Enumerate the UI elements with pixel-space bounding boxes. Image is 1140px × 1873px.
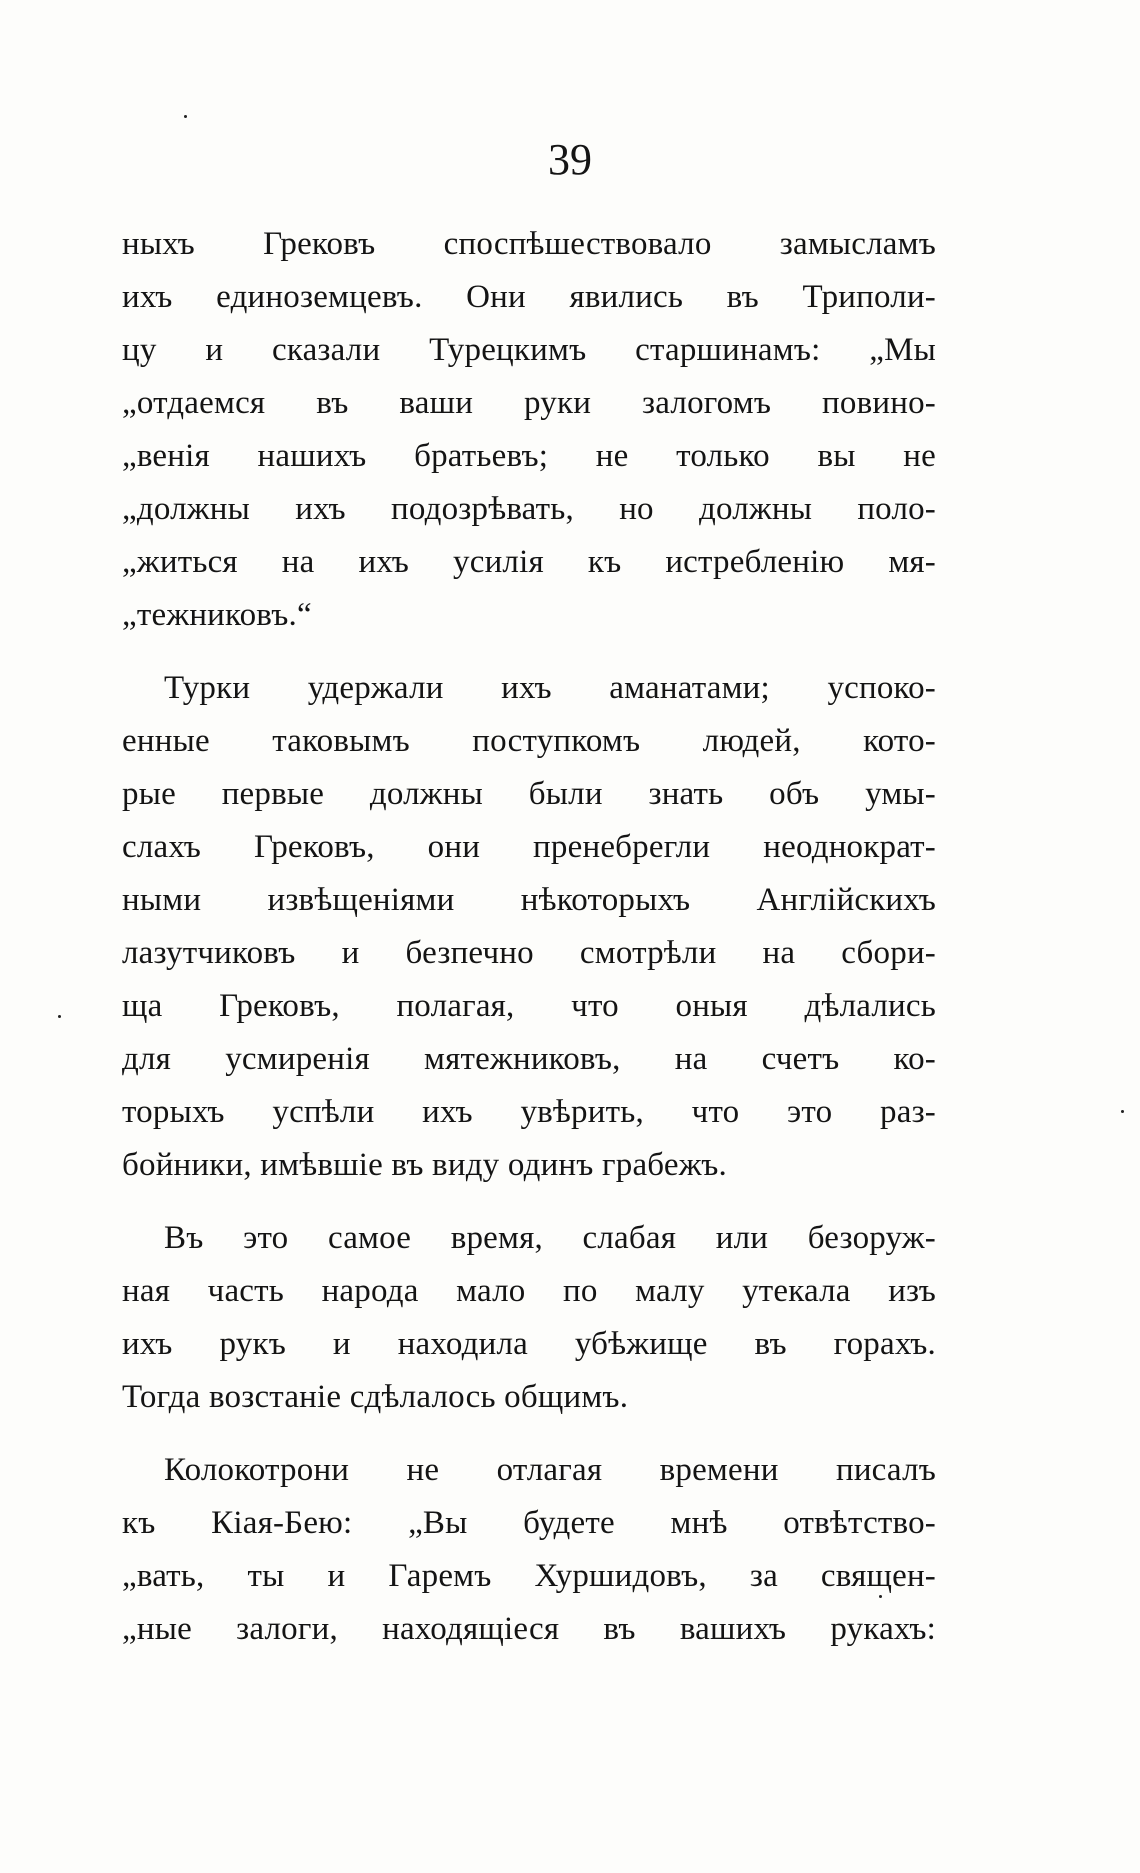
text-line: рые первые должны были знать объ умы- [122, 776, 936, 812]
paragraph-4 [122, 1444, 936, 1656]
print-speck [58, 1015, 61, 1018]
text-line: „венія нашихъ братьевъ; не только вы не [122, 438, 936, 474]
text-line: лазутчиковъ и безпечно смотрѣли на сбори- [122, 935, 936, 971]
text-line: ныхъ Грековъ споспѣшествовало замысламъ [122, 226, 936, 262]
text-line: цу и сказали Турецкимъ старшинамъ: „Мы [122, 332, 936, 368]
text-line: „должны ихъ подозрѣвать, но должны поло- [122, 491, 936, 527]
text-line: Турки удержали ихъ аманатами; успоко- [164, 670, 936, 706]
text-line: „ные залоги, находящіеся въ вашихъ рукахъ: [122, 1611, 936, 1647]
text-line: ными извѣщеніями нѣкоторыхъ Англійскихъ [122, 882, 936, 918]
text-line: енные таковымъ поступкомъ людей, кото- [122, 723, 936, 759]
paragraph-2 [122, 662, 936, 1192]
text-line: ихъ рукъ и находила убѣжище въ горахъ. [122, 1326, 936, 1362]
print-speck [184, 115, 187, 118]
text-line: бойники, имѣвшіе въ виду одинъ грабежъ. [122, 1147, 727, 1183]
print-speck [1121, 1110, 1124, 1113]
text-line: ная часть народа мало по малу утекала изъ [122, 1273, 936, 1309]
text-line: слахъ Грековъ, они пренебрегли неоднократ- [122, 829, 936, 865]
print-speck [879, 1595, 882, 1598]
paragraph-3 [122, 1212, 936, 1424]
text-line: Колокотрони не отлагая времени писалъ [164, 1452, 936, 1488]
text-line: „отдаемся въ ваши руки залогомъ повино- [122, 385, 936, 421]
text-line: „вать, ты и Гаремъ Хуршидовъ, за священ- [122, 1558, 936, 1594]
page-number: 39 [548, 135, 592, 184]
text-line: „житься на ихъ усилія къ истребленію мя- [122, 544, 936, 580]
text-line: Въ это самое время, слабая или безоруж- [164, 1220, 936, 1256]
text-line: ихъ единоземцевъ. Они явились въ Триполи- [122, 279, 936, 315]
text-line: „тежниковъ.“ [122, 597, 312, 633]
paragraph-1 [122, 218, 936, 642]
body-text [122, 218, 936, 1656]
text-line: для усмиренія мятежниковъ, на счетъ ко- [122, 1041, 936, 1077]
text-line: ща Грековъ, полагая, что оныя дѣлались [122, 988, 936, 1024]
text-line: къ Кіая-Бею: „Вы будете мнѣ отвѣтство- [122, 1505, 936, 1541]
text-line: торыхъ успѣли ихъ увѣрить, что это раз- [122, 1094, 936, 1130]
text-line: Тогда возстаніе сдѣлалось общимъ. [122, 1379, 629, 1415]
